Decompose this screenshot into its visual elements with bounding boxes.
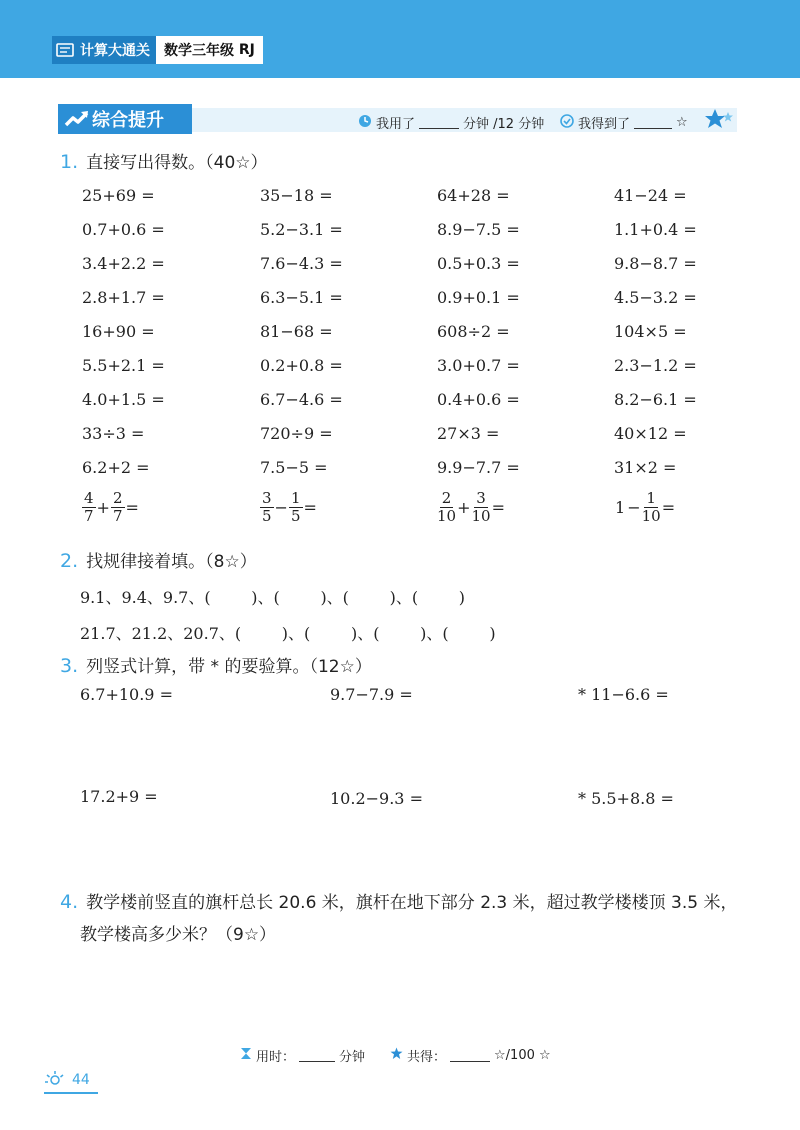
clock-icon bbox=[358, 114, 372, 132]
fraction-item[interactable] bbox=[82, 490, 140, 525]
arithmetic-item[interactable]: 0.2+0.8 = bbox=[260, 356, 343, 375]
score-blank[interactable] bbox=[634, 116, 672, 129]
arithmetic-item[interactable]: 6.3−5.1 = bbox=[260, 288, 343, 307]
arithmetic-item[interactable]: 4.0+1.5 = bbox=[82, 390, 165, 409]
arithmetic-item[interactable]: 0.5+0.3 = bbox=[437, 254, 520, 273]
question-2-header bbox=[60, 547, 257, 572]
fraction-item[interactable] bbox=[260, 490, 318, 525]
arithmetic-item[interactable]: 7.6−4.3 = bbox=[260, 254, 343, 273]
question-4-line-2: 教学楼高多少米？（9☆） bbox=[80, 925, 277, 945]
question-2-number: 2. bbox=[60, 550, 79, 572]
arithmetic-item[interactable]: 6.2+2 = bbox=[82, 458, 150, 477]
page-number-block bbox=[44, 1070, 90, 1090]
arithmetic-item[interactable]: 16+90 = bbox=[82, 322, 155, 341]
timer-suffix: 分钟 /12 分钟 bbox=[463, 117, 545, 132]
arithmetic-item[interactable]: 41−24 = bbox=[614, 186, 687, 205]
vertical-calc-item[interactable]: 9.7−7.9 = bbox=[330, 685, 413, 704]
question-1-number: 1. bbox=[60, 151, 79, 173]
page-number-underline bbox=[44, 1092, 98, 1094]
score-record bbox=[560, 113, 688, 132]
question-2-text: 找规律接着填。（8☆） bbox=[86, 552, 257, 572]
question-1-text: 直接写出得数。（40☆） bbox=[86, 153, 268, 173]
arithmetic-item[interactable]: 9.9−7.7 = bbox=[437, 458, 520, 477]
arithmetic-item[interactable]: 8.2−6.1 = bbox=[614, 390, 697, 409]
arithmetic-item[interactable]: 4.5−3.2 = bbox=[614, 288, 697, 307]
numerator: 3 bbox=[262, 489, 272, 507]
score-prefix: 我得到了 bbox=[578, 117, 631, 132]
score-suffix: ☆ bbox=[676, 115, 688, 130]
section-banner bbox=[58, 104, 192, 134]
fraction-item[interactable] bbox=[614, 490, 676, 525]
arithmetic-item[interactable]: 2.3−1.2 = bbox=[614, 356, 697, 375]
arithmetic-item[interactable]: 25+69 = bbox=[82, 186, 155, 205]
arithmetic-item[interactable]: 0.7+0.6 = bbox=[82, 220, 165, 239]
arithmetic-item[interactable]: 81−68 = bbox=[260, 322, 333, 341]
arithmetic-item[interactable]: 720÷9 = bbox=[260, 424, 333, 443]
footer-time-unit: 分钟 bbox=[339, 1050, 366, 1065]
sun-icon bbox=[44, 1070, 66, 1090]
whole-number: 1 bbox=[615, 498, 626, 517]
sequence-2[interactable]: 21.7、21.2、20.7、( )、( )、( )、( ) bbox=[80, 624, 496, 643]
arithmetic-item[interactable]: 8.9−7.5 = bbox=[437, 220, 520, 239]
operator: − bbox=[274, 498, 288, 517]
numerator: 3 bbox=[476, 489, 486, 507]
arithmetic-item[interactable]: 5.5+2.1 = bbox=[82, 356, 165, 375]
equals-sign: = bbox=[491, 498, 505, 517]
vertical-calc-item[interactable]: 10.2−9.3 = bbox=[330, 789, 423, 808]
arithmetic-item[interactable]: 31×2 = bbox=[614, 458, 677, 477]
fraction bbox=[260, 490, 274, 525]
question-1-header bbox=[60, 148, 268, 173]
time-record bbox=[358, 113, 544, 132]
question-3-number: 3. bbox=[60, 655, 79, 677]
vertical-calc-item[interactable]: * 11−6.6 = bbox=[578, 685, 669, 704]
denominator: 5 bbox=[290, 507, 301, 525]
book-brand bbox=[52, 36, 263, 64]
denominator: 7 bbox=[84, 507, 94, 525]
numerator: 2 bbox=[112, 489, 123, 507]
footer-total-suffix: ☆/100 ☆ bbox=[494, 1048, 551, 1063]
numerator: 1 bbox=[290, 489, 301, 507]
fraction bbox=[472, 490, 491, 525]
numerator: 4 bbox=[84, 489, 94, 507]
timer-blank[interactable] bbox=[419, 116, 459, 129]
arithmetic-item[interactable]: 40×12 = bbox=[614, 424, 687, 443]
denominator: 7 bbox=[112, 507, 123, 525]
page-number: 44 bbox=[72, 1072, 90, 1088]
section-title: 综合提升 bbox=[92, 110, 164, 131]
arithmetic-item[interactable]: 7.5−5 = bbox=[260, 458, 328, 477]
question-4-continuation bbox=[80, 920, 276, 945]
arithmetic-item[interactable]: 27×3 = bbox=[437, 424, 500, 443]
fraction bbox=[111, 490, 125, 525]
footer-time bbox=[240, 1046, 365, 1065]
subject-label: 数学三年级 bbox=[164, 43, 234, 59]
arithmetic-item[interactable]: 1.1+0.4 = bbox=[614, 220, 697, 239]
footer-total-blank[interactable] bbox=[450, 1049, 490, 1062]
hourglass-icon bbox=[240, 1047, 252, 1064]
arithmetic-item[interactable]: 3.0+0.7 = bbox=[437, 356, 520, 375]
vertical-calc-item[interactable]: 6.7+10.9 = bbox=[80, 685, 173, 704]
numerator: 1 bbox=[646, 489, 656, 507]
fraction bbox=[289, 490, 303, 525]
fraction-item[interactable] bbox=[437, 490, 506, 525]
footer-time-label: 用时： bbox=[256, 1050, 296, 1065]
star-icon bbox=[390, 1047, 403, 1064]
fraction bbox=[82, 490, 96, 525]
fraction bbox=[437, 490, 456, 525]
question-4-number: 4. bbox=[60, 891, 79, 913]
timer-prefix: 我用了 bbox=[376, 117, 416, 132]
footer-total-label: 共得： bbox=[407, 1050, 447, 1065]
sequence-1[interactable]: 9.1、9.4、9.7、( )、( )、( )、( ) bbox=[80, 588, 466, 607]
arithmetic-item[interactable]: 6.7−4.6 = bbox=[260, 390, 343, 409]
edition-label: RJ bbox=[238, 42, 255, 58]
check-circle-icon bbox=[560, 114, 574, 132]
equals-sign: = bbox=[303, 498, 317, 517]
arithmetic-item[interactable]: 0.9+0.1 = bbox=[437, 288, 520, 307]
question-3-text: 列竖式计算，带 * 的要验算。（12☆） bbox=[86, 657, 372, 677]
trend-up-icon bbox=[62, 110, 92, 128]
stars-decoration-icon bbox=[704, 108, 734, 134]
fraction bbox=[642, 490, 661, 525]
denominator: 10 bbox=[641, 507, 661, 525]
arithmetic-item[interactable]: 2.8+1.7 = bbox=[82, 288, 165, 307]
book-subject bbox=[156, 36, 263, 64]
footer-time-blank[interactable] bbox=[299, 1049, 335, 1062]
footer-total bbox=[390, 1046, 551, 1065]
question-3-header bbox=[60, 652, 372, 677]
equals-sign: = bbox=[125, 498, 139, 517]
denominator: 10 bbox=[437, 507, 457, 525]
arithmetic-item[interactable]: 9.8−8.7 = bbox=[614, 254, 697, 273]
arithmetic-item[interactable]: 104×5 = bbox=[614, 322, 687, 341]
vertical-calc-item[interactable]: 17.2+9 = bbox=[80, 787, 158, 806]
arithmetic-item[interactable]: 5.2−3.1 = bbox=[260, 220, 343, 239]
question-4-line-1: 教学楼前竖直的旗杆总长 20.6 米，旗杆在地下部分 2.3 米，超过教学楼楼顶 3.5 米， bbox=[86, 893, 738, 913]
question-4-header bbox=[60, 888, 738, 913]
book-title: 计算大通关 bbox=[78, 36, 156, 64]
book-icon bbox=[52, 36, 78, 64]
denominator: 5 bbox=[262, 507, 272, 525]
arithmetic-item[interactable]: 35−18 = bbox=[260, 186, 333, 205]
operator: + bbox=[96, 498, 110, 517]
denominator: 10 bbox=[471, 507, 491, 525]
operator: + bbox=[457, 498, 471, 517]
arithmetic-item[interactable]: 3.4+2.2 = bbox=[82, 254, 165, 273]
vertical-calc-item[interactable]: * 5.5+8.8 = bbox=[578, 789, 674, 808]
arithmetic-item[interactable]: 33÷3 = bbox=[82, 424, 145, 443]
arithmetic-item[interactable]: 608÷2 = bbox=[437, 322, 510, 341]
arithmetic-item[interactable]: 0.4+0.6 = bbox=[437, 390, 520, 409]
equals-sign: = bbox=[661, 498, 676, 517]
operator: − bbox=[627, 498, 641, 517]
numerator: 2 bbox=[441, 489, 452, 507]
arithmetic-item[interactable]: 64+28 = bbox=[437, 186, 510, 205]
